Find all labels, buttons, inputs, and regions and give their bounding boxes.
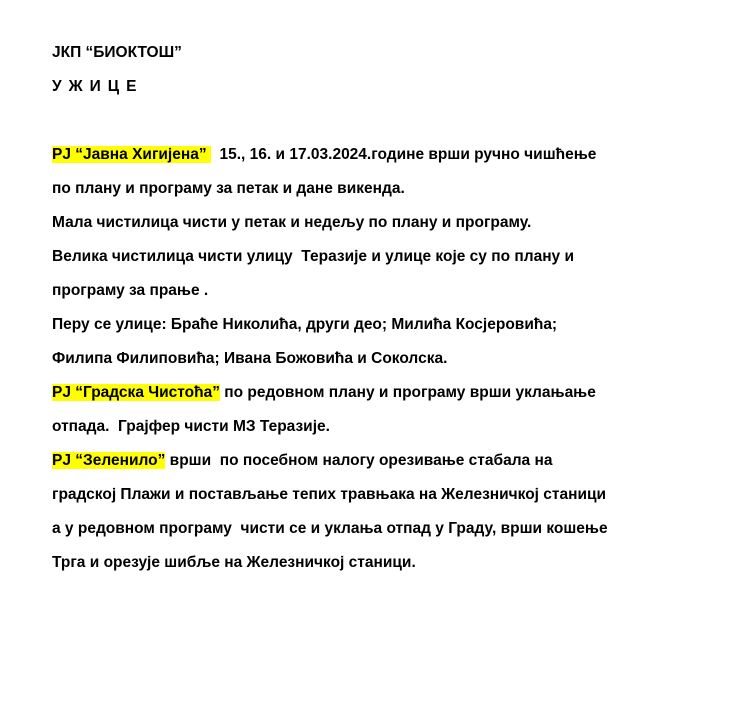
- paragraph-line: [52, 138, 742, 172]
- paragraph-line: [52, 376, 742, 410]
- paragraph-text: врши по посебном налогу орезивање стабала на: [165, 452, 553, 469]
- paragraph-line: отпада. Грајфер чисти МЗ Теразије.: [52, 418, 330, 435]
- paragraph-line: Перу се улице: Браће Николића, други део; Милића Косјеровића;: [52, 316, 558, 333]
- unit-name-highlight: РЈ “Градска Чистоћа”: [52, 384, 220, 401]
- paragraph-text: 15., 16. и 17.03.2024.године врши ручно чишћење: [210, 146, 597, 163]
- paragraph-line: Филипа Филиповића; Ивана Божовића и Соколска.: [52, 350, 448, 367]
- unit-name-highlight: РЈ “Зеленило”: [52, 452, 166, 469]
- paragraph-line: а у редовном програму чисти се и уклања отпад у Граду, врши кошење: [52, 520, 608, 537]
- document-body: [52, 36, 742, 580]
- paragraph-line: Велика чистилица чисти улицу Теразије и улице које су по плану и: [52, 248, 575, 265]
- company-name: ЈКП “БИОКТОШ”: [52, 44, 182, 61]
- unit-name-highlight: РЈ “Јавна Хигијена”: [52, 146, 211, 163]
- city-name: УЖИЦЕ: [52, 78, 144, 95]
- blank-line: [52, 104, 742, 138]
- paragraph-line: [52, 444, 742, 478]
- paragraph-line: Мала чистилица чисти у петак и недељу по плану и програму.: [52, 214, 532, 231]
- paragraph-line: по плану и програму за петак и дане викенда.: [52, 180, 405, 197]
- paragraph-text: по редовном плану и програму врши уклањање: [219, 384, 596, 401]
- paragraph-line: градској Плажи и постављање тепих травњака на Железничкој станици: [52, 486, 607, 503]
- paragraph-line: програму за прање .: [52, 282, 209, 299]
- paragraph-line: Трга и орезује шибље на Железничкој станици.: [52, 554, 416, 571]
